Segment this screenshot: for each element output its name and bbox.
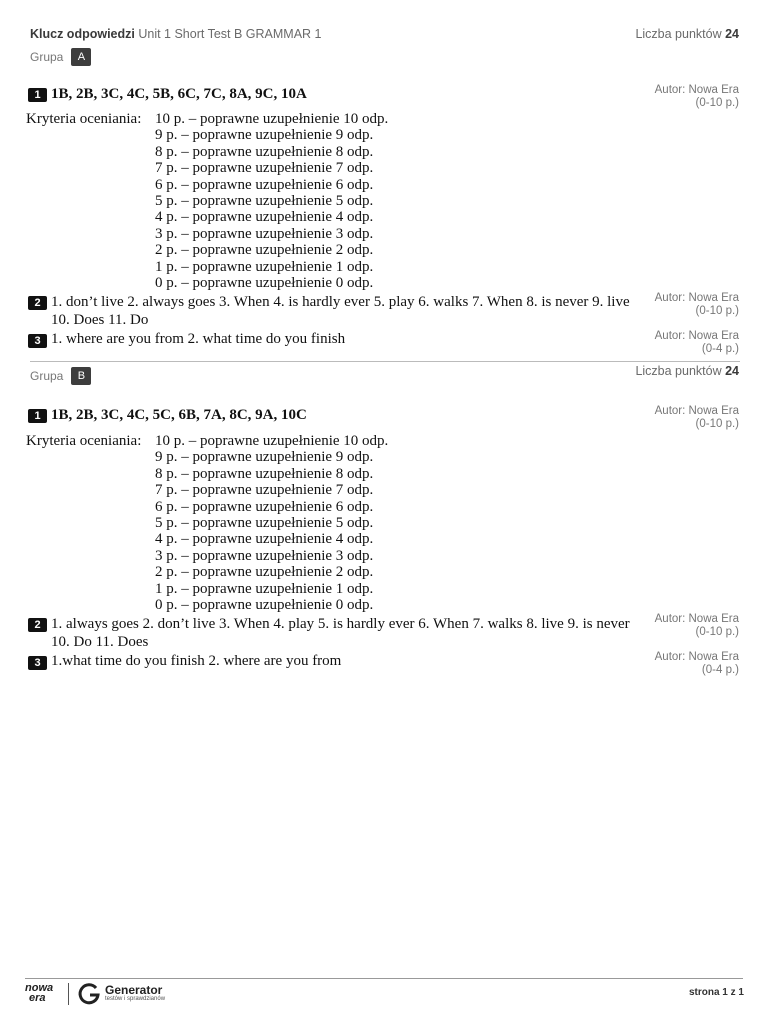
points-range: (0-10 p.) [695, 418, 739, 430]
criteria-item: 9 p. – poprawne uzupełnienie 9 odp. [155, 449, 374, 466]
points-value: 24 [725, 27, 739, 41]
task3-answer: 1. where are you from 2. what time do you finish [51, 331, 346, 347]
task1-answer: 1B, 2B, 3C, 4C, 5B, 6C, 7C, 8A, 9C, 10A [51, 86, 307, 102]
task2-answer: 1. don’t live 2. always goes 3. When 4. is hardly ever 5. play 6. walks 7. When 8. is never 9. live 10. Does 11. Do [51, 294, 630, 328]
task-number-badge: 1 [28, 409, 47, 423]
document-title-bold: Klucz odpowiedzi [30, 27, 135, 41]
task-number-badge: 3 [28, 656, 47, 670]
logo-line: nowa [25, 982, 54, 994]
group-label: Grupa [30, 369, 64, 383]
generator-subtitle: testów i sprawdzianów [105, 996, 166, 1002]
criteria-item: 6 p. – poprawne uzupełnienie 6 odp. [155, 176, 374, 193]
task-number-badge: 3 [28, 334, 47, 348]
points-total [635, 364, 739, 378]
points-value: 24 [725, 364, 739, 378]
task1-author [655, 405, 739, 431]
criteria-item: 3 p. – poprawne uzupełnienie 3 odp. [155, 547, 374, 564]
group-a-header [30, 48, 91, 66]
criteria-item: 4 p. – poprawne uzupełnienie 4 odp. [155, 531, 374, 548]
criteria-item: 4 p. – poprawne uzupełnienie 4 odp. [155, 209, 374, 226]
points-range: (0-10 p.) [695, 626, 739, 638]
author-name: Autor: Nowa Era [654, 651, 739, 663]
logo-line: era [29, 992, 46, 1004]
task2-answer: 1. always goes 2. don’t live 3. When 4. play 5. is hardly ever 6. When 7. walks 8. live 9. is never 10. Do 11. Does [51, 616, 630, 650]
task-number-badge: 2 [28, 618, 47, 632]
author-name: Autor: Nowa Era [654, 84, 739, 96]
points-label: Liczba punktów [635, 364, 722, 378]
task1-author [655, 84, 739, 110]
author-name: Autor: Nowa Era [654, 405, 739, 417]
points-total [635, 27, 739, 41]
points-range: (0-4 p.) [701, 664, 739, 676]
criteria-item: 6 p. – poprawne uzupełnienie 6 odp. [155, 498, 374, 515]
task2-author [655, 292, 739, 318]
group-b-header [30, 367, 91, 385]
group-divider [30, 361, 740, 362]
generator-title: Generator [105, 983, 163, 997]
task1-answer: 1B, 2B, 3C, 4C, 5C, 6B, 7A, 8C, 9A, 10C [51, 407, 307, 423]
criteria-item: 5 p. – poprawne uzupełnienie 5 odp. [155, 192, 374, 209]
criteria-item: 1 p. – poprawne uzupełnienie 1 odp. [155, 580, 374, 597]
criteria-item: 5 p. – poprawne uzupełnienie 5 odp. [155, 514, 374, 531]
nowa-era-logo [25, 983, 53, 1003]
task2-author [655, 613, 739, 639]
criteria-item: 10 p. – poprawne uzupełnienie 10 odp. [155, 433, 389, 449]
criteria-item: 3 p. – poprawne uzupełnienie 3 odp. [155, 225, 374, 242]
criteria-item: 2 p. – poprawne uzupełnienie 2 odp. [155, 242, 374, 259]
group-label: Grupa [30, 50, 64, 64]
criteria-label: Kryteria oceniania: [26, 111, 142, 127]
points-range: (0-10 p.) [695, 97, 739, 109]
task-number-badge: 1 [28, 88, 47, 102]
footer-divider [25, 978, 743, 979]
points-label: Liczba punktów [635, 27, 722, 41]
points-range: (0-10 p.) [695, 305, 739, 317]
group-letter-badge: A [71, 48, 91, 66]
criteria-item: 8 p. – poprawne uzupełnienie 8 odp. [155, 143, 374, 160]
criteria-item: 8 p. – poprawne uzupełnienie 8 odp. [155, 465, 374, 482]
criteria-item: 9 p. – poprawne uzupełnienie 9 odp. [155, 127, 374, 144]
author-name: Autor: Nowa Era [654, 613, 739, 625]
criteria-label: Kryteria oceniania: [26, 433, 142, 449]
document-title-rest: Unit 1 Short Test B GRAMMAR 1 [138, 27, 322, 41]
points-range: (0-4 p.) [701, 343, 739, 355]
criteria-item: 7 p. – poprawne uzupełnienie 7 odp. [155, 160, 374, 177]
group-letter-badge: B [71, 367, 91, 385]
task-number-badge: 2 [28, 296, 47, 310]
author-name: Autor: Nowa Era [654, 330, 739, 342]
logo-separator [68, 983, 69, 1005]
criteria-item: 0 p. – poprawne uzupełnienie 0 odp. [155, 596, 374, 613]
criteria-item: 10 p. – poprawne uzupełnienie 10 odp. [155, 111, 389, 127]
criteria-item: 7 p. – poprawne uzupełnienie 7 odp. [155, 482, 374, 499]
author-name: Autor: Nowa Era [654, 292, 739, 304]
criteria-list [155, 111, 388, 291]
criteria-item: 1 p. – poprawne uzupełnienie 1 odp. [155, 258, 374, 275]
criteria-list [155, 433, 388, 613]
task3-answer: 1.what time do you finish 2. where are you from [51, 653, 342, 669]
task3-author [655, 330, 739, 356]
generator-g-icon [77, 982, 101, 1011]
criteria-item: 0 p. – poprawne uzupełnienie 0 odp. [155, 274, 374, 291]
task3-author [655, 651, 739, 677]
page-number: strona 1 z 1 [688, 987, 744, 998]
criteria-item: 2 p. – poprawne uzupełnienie 2 odp. [155, 564, 374, 581]
document-title [30, 27, 322, 41]
